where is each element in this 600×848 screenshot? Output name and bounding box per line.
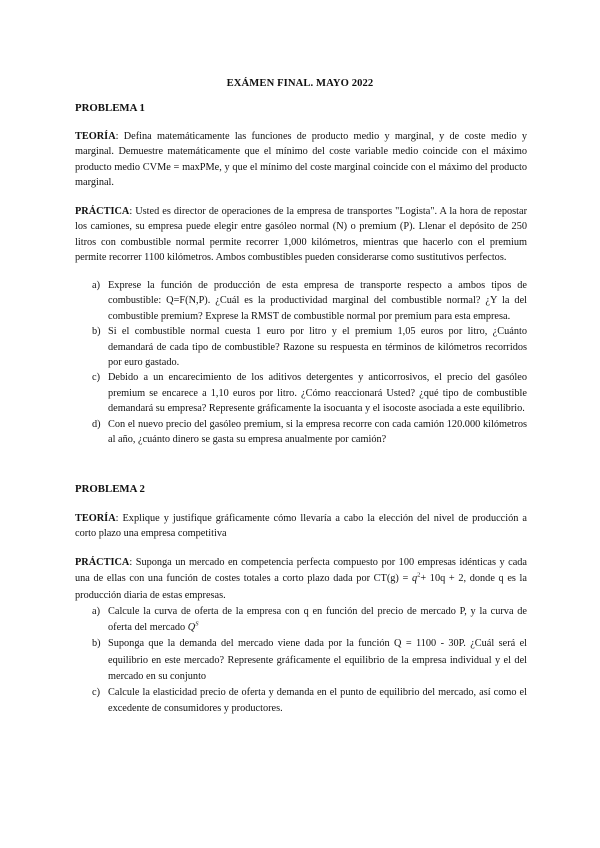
list-marker: c) (92, 687, 100, 699)
list-marker: d) (92, 418, 101, 430)
list-item-text: Con el nuevo precio del gasóleo premium, si la empresa recorre con cada camión 120.000 kilómetros al año, ¿cuánto dinero se gasta su empresa anualmente por camión? (108, 418, 527, 446)
practica-text: : Usted es director de operaciones de la empresa de transportes "Logista". A la hora de repostar los camiones, su empresa puede elegir entre gasóleo normal (N) o premium (P). Llenar el depósito de 250 litros con combustible normal permite recorrer 1,000 kilómetros, mientras que hacerlo con el premium permite recorrer 1100 kilómetros. Ambos combustibles pueden considerarse como sustitutivos perfectos. (75, 206, 527, 264)
teoria-label: TEORÍA (75, 513, 116, 524)
list-item-text: Calcule la elasticidad precio de oferta y demanda en el punto de equilibrio del mercado, así como el excedente de consumidores y productores. (108, 687, 527, 715)
list-item-text: Si el combustible normal cuesta 1 euro por litro y el premium 1,05 euros por litro, ¿Cuánto demandará de cada tipo de combustible? Razone su respuesta en términos de kilómetros recorridos por euro gastado. (108, 326, 527, 369)
list-marker: c) (92, 372, 100, 384)
list-item-text: Debido a un encarecimiento de los aditivos detergentes y anticorrosivos, el precio del gasóleo premium se encarece a 1,10 euros por litro. ¿Cómo reaccionará Usted? ¿qué tipo de combustible demandará su empresa? Represente gráficamente la isocuanta y el isocoste asociada a este equilibrio. (108, 372, 527, 415)
exam-title: EXÁMEN FINAL. MAYO 2022 (226, 78, 374, 89)
list-item (75, 417, 527, 448)
list-item-text: Suponga que la demanda del mercado viene dada por la función Q = 1100 - 30P. ¿Cuál será el equilibrio en este mercado? Represente gráficamente el equilibrio de la empresa individual y el del mercado en su conjunto (108, 638, 527, 682)
superscript: S (195, 620, 199, 628)
problema-2-heading: PROBLEMA 2 (75, 483, 145, 495)
problema-2-practica (75, 555, 527, 604)
practica-label: PRÁCTICA (75, 206, 130, 217)
problema-2-items (75, 604, 527, 717)
q-variable: Q (187, 622, 196, 634)
teoria-text: : Explique y justifique gráficamente cómo llevaría a cabo la elección del nivel de producción a corto plazo una empresa competitiva (75, 513, 527, 540)
q-variable: q (411, 573, 418, 585)
list-marker: a) (92, 280, 100, 291)
list-marker: a) (92, 606, 100, 617)
superscript: 2 (417, 571, 421, 579)
list-item (75, 278, 527, 324)
problema-1-heading: PROBLEMA 1 (75, 102, 145, 114)
list-item (75, 370, 527, 416)
practica-text: : Suponga un mercado en competencia perfecta compuesto por 100 empresas idénticas y cada una de ellas con una función de costes totales a corto plazo dada por CT(g) = (75, 557, 527, 585)
list-marker: b) (92, 326, 101, 338)
practica-text-cont: + 10q + 2, donde q es la producción diaria de estas empresas. (75, 573, 527, 601)
practica-label: PRÁCTICA (75, 557, 130, 568)
problema-1-teoria (75, 129, 527, 191)
list-item (75, 604, 527, 636)
list-item-text: Calcule la curva de oferta de la empresa con q en función del precio de mercado P, y la curva de oferta del mercado (108, 606, 527, 634)
problema-1-items (75, 278, 527, 447)
list-item (75, 324, 527, 370)
list-item-text: Exprese la función de producción de esta empresa de transporte respecto a ambos tipos de combustible: Q=F(N,P). ¿Cuál es la productividad marginal del combustible normal? ¿Y la del combustible premium? Exprese la RMST de combustible normal por premium para esta empresa. (108, 280, 527, 322)
list-marker: b) (92, 638, 101, 650)
teoria-text: : Defina matemáticamente las funciones de producto medio y marginal, y de coste medio y marginal. Demuestre matemáticamente que el mínimo del coste variable medio coincide con el máximo producto medio CVMe = maxPMe, y que el mínimo del coste marginal coincide con el máximo del producto marginal. (75, 131, 527, 189)
list-item (75, 685, 527, 717)
list-item (75, 636, 527, 685)
teoria-label: TEORÍA (75, 131, 116, 142)
problema-2-teoria (75, 511, 527, 542)
problema-1-practica (75, 204, 527, 266)
